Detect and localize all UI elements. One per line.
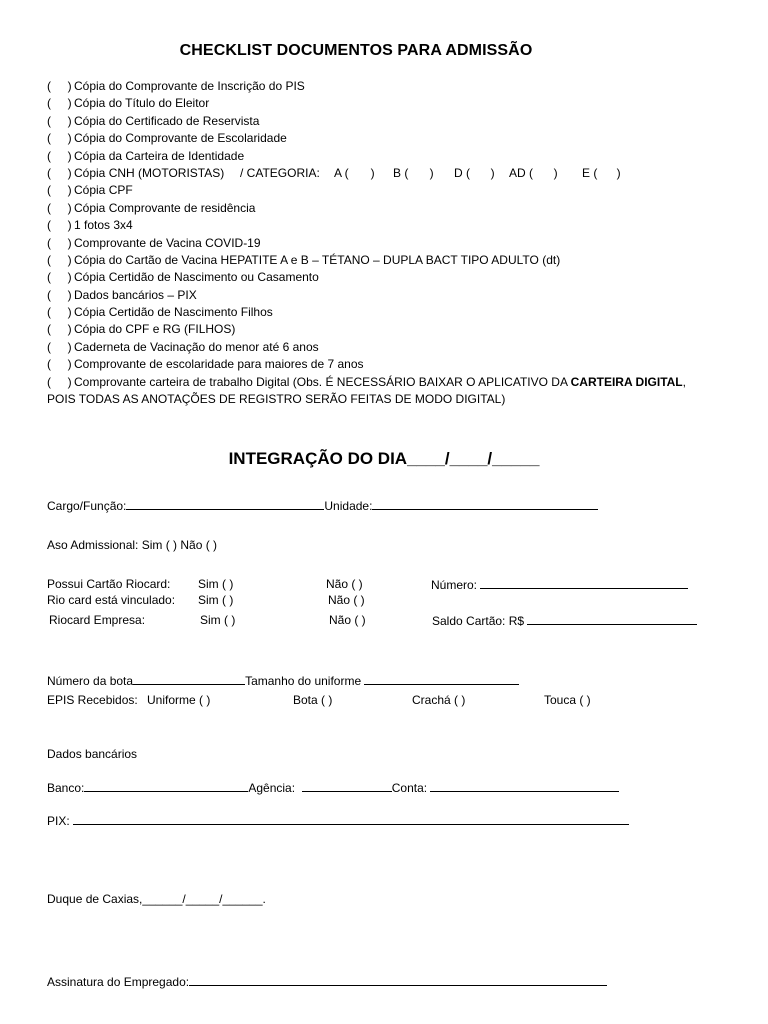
riocard-vinc-sim[interactable]: Sim ( ) — [198, 593, 234, 607]
item-label: Cópia da Carteira de Identidade — [74, 148, 245, 163]
checkbox-blank[interactable]: ( ) — [47, 165, 72, 180]
date-line[interactable]: Duque de Caxias,______/_____/______. — [47, 892, 266, 906]
checklist — [47, 78, 727, 408]
checkbox-blank[interactable]: ( ) — [47, 96, 72, 111]
checkbox-blank[interactable]: ( ) — [47, 374, 72, 389]
signature-row — [47, 973, 607, 990]
checkbox-blank[interactable]: ( ) — [47, 235, 72, 250]
riocard-emp-label: Riocard Empresa: — [49, 613, 146, 627]
list-item — [47, 269, 727, 286]
riocard-sim[interactable]: Sim ( ) — [198, 577, 234, 591]
list-item-digital — [47, 374, 727, 391]
checkbox-blank[interactable]: ) — [537, 165, 558, 180]
pix-row — [47, 812, 629, 829]
epi-cracha[interactable]: Crachá ( ) — [412, 693, 466, 707]
epis-label: EPIS Recebidos: — [47, 693, 138, 707]
checkbox-blank[interactable]: ( ) — [47, 218, 72, 233]
item-label: Cópia do Título do Eleitor — [74, 96, 210, 111]
checkbox-blank[interactable]: ) — [474, 165, 495, 180]
item-label: Dados bancários – PIX — [74, 287, 197, 302]
checkbox-blank[interactable]: ( ) — [47, 148, 72, 163]
list-item — [47, 148, 727, 165]
dados-bancarios-heading: Dados bancários — [47, 747, 138, 761]
saldo-field[interactable] — [527, 612, 697, 625]
list-item — [47, 252, 727, 269]
checkbox-blank[interactable]: ( ) — [47, 322, 72, 337]
checkbox-blank[interactable]: ( ) — [47, 339, 72, 354]
riocard-vinc-label: Rio card está vinculado: — [47, 593, 176, 607]
bota-field[interactable] — [133, 672, 245, 685]
item-label: Comprovante de Vacina COVID-19 — [74, 235, 261, 250]
riocard-label: Possui Cartão Riocard: — [47, 577, 171, 591]
checkbox-blank[interactable]: ( ) — [47, 131, 72, 146]
numero-field[interactable] — [480, 576, 688, 589]
cnh-label: Cópia CNH (MOTORISTAS) — [74, 165, 225, 180]
checkbox-blank[interactable]: ( ) — [47, 270, 72, 285]
saldo-row — [432, 612, 697, 629]
conta-label: Conta: — [391, 781, 428, 795]
bota-label: Número da bota — [47, 674, 134, 688]
signature-label: Assinatura do Empregado: — [47, 975, 190, 989]
numero-label: Número: — [431, 578, 478, 592]
conta-field[interactable] — [430, 779, 619, 792]
list-item — [47, 95, 727, 112]
cargo-field[interactable] — [126, 497, 324, 510]
list-item — [47, 217, 727, 234]
aso-row[interactable]: Aso Admissional: Sim ( ) Não ( ) — [47, 538, 218, 552]
cnh-option-e: E ( — [582, 165, 598, 180]
uniforme-field[interactable] — [364, 672, 519, 685]
checkbox-blank[interactable]: ) — [600, 165, 621, 180]
item-continuation: POIS TODAS AS ANOTAÇÕES DE REGISTRO SERÃO FEITAS DE MODO DIGITAL) — [47, 392, 506, 407]
list-item — [47, 321, 727, 338]
cnh-option-ad: AD ( — [509, 165, 533, 180]
list-item — [47, 287, 727, 304]
item-label: Cópia CPF — [74, 183, 133, 198]
pix-label: PIX: — [47, 814, 70, 828]
banco-row — [47, 779, 619, 796]
item-label: Cópia Certidão de Nascimento Filhos — [74, 305, 273, 320]
list-item — [47, 130, 727, 147]
cnh-option-a: A ( — [334, 165, 349, 180]
epi-bota[interactable]: Bota ( ) — [293, 693, 333, 707]
item-label: Cópia do Comprovante de Inscrição do PIS — [74, 79, 305, 93]
item-label: 1 fotos 3x4 — [74, 218, 133, 233]
banco-field[interactable] — [84, 779, 248, 792]
checkbox-blank[interactable]: ( ) — [47, 357, 72, 372]
riocard-nao[interactable]: Não ( ) — [326, 577, 363, 591]
riocard-vinc-nao[interactable]: Não ( ) — [328, 593, 365, 607]
agencia-field[interactable] — [302, 779, 392, 792]
riocard-emp-sim[interactable]: Sim ( ) — [200, 613, 236, 627]
checkbox-blank[interactable]: ( ) — [47, 79, 72, 93]
integration-title: INTEGRAÇÃO DO DIA____/____/_____ — [228, 449, 540, 468]
agencia-label: Agência: — [248, 781, 296, 795]
list-item — [47, 113, 727, 130]
list-item — [47, 235, 727, 252]
unidade-field[interactable] — [372, 497, 598, 510]
checkbox-blank[interactable]: ) — [354, 165, 375, 180]
list-item — [47, 182, 727, 199]
epi-uniforme[interactable]: Uniforme ( ) — [147, 693, 211, 707]
cnh-option-b: B ( — [393, 165, 409, 180]
saldo-label: Saldo Cartão: R$ — [432, 614, 525, 628]
list-item — [47, 78, 727, 95]
epi-touca[interactable]: Touca ( ) — [544, 693, 591, 707]
list-item-cnh — [47, 165, 727, 182]
checkbox-blank[interactable]: ( ) — [47, 113, 72, 128]
item-label: Comprovante de escolaridade para maiores de 7 anos — [74, 357, 364, 372]
checkbox-blank[interactable]: ( ) — [47, 252, 72, 267]
item-label: Cópia do CPF e RG (FILHOS) — [74, 322, 236, 337]
banco-label: Banco: — [47, 781, 85, 795]
checkbox-blank[interactable]: ( ) — [47, 305, 72, 320]
list-item — [47, 304, 727, 321]
bota-row — [47, 672, 519, 689]
item-label: Caderneta de Vacinação do menor até 6 anos — [74, 339, 319, 354]
item-label: Cópia Comprovante de residência — [74, 200, 256, 215]
item-label: Cópia do Cartão de Vacina HEPATITE A e B – TÉTANO – DUPLA BACT TIPO ADULTO (dt) — [74, 252, 561, 267]
unidade-label: Unidade: — [324, 499, 373, 513]
cargo-label: Cargo/Função: — [47, 499, 127, 513]
item-label: Comprovante carteira de trabalho Digital (Obs. É NECESSÁRIO BAIXAR O APLICATIVO DA — [74, 374, 571, 389]
item-label: Cópia do Certificado de Reservista — [74, 113, 260, 128]
page-title: CHECKLIST DOCUMENTOS PARA ADMISSÃO — [179, 42, 533, 59]
list-item — [47, 200, 727, 217]
uniforme-label: Tamanho do uniforme — [245, 674, 362, 688]
list-item — [47, 356, 727, 373]
cnh-option-d: D ( — [454, 165, 470, 180]
cargo-row — [47, 497, 598, 514]
signature-field[interactable] — [189, 973, 607, 986]
cnh-categoria: / CATEGORIA: — [240, 165, 320, 180]
checkbox-blank[interactable]: ( ) — [47, 183, 72, 198]
item-label-bold: CARTEIRA DIGITAL — [570, 374, 683, 389]
checkbox-blank[interactable]: ( ) — [47, 287, 72, 302]
checkbox-blank[interactable]: ( ) — [47, 200, 72, 215]
list-item — [47, 339, 727, 356]
item-label-end: , — [682, 374, 686, 389]
numero-row — [431, 576, 688, 593]
item-label: Cópia do Comprovante de Escolaridade — [74, 131, 287, 146]
riocard-emp-nao[interactable]: Não ( ) — [329, 613, 366, 627]
item-label: Cópia Certidão de Nascimento ou Casamento — [74, 270, 319, 285]
checkbox-blank[interactable]: ) — [413, 165, 434, 180]
pix-field[interactable] — [73, 812, 629, 825]
